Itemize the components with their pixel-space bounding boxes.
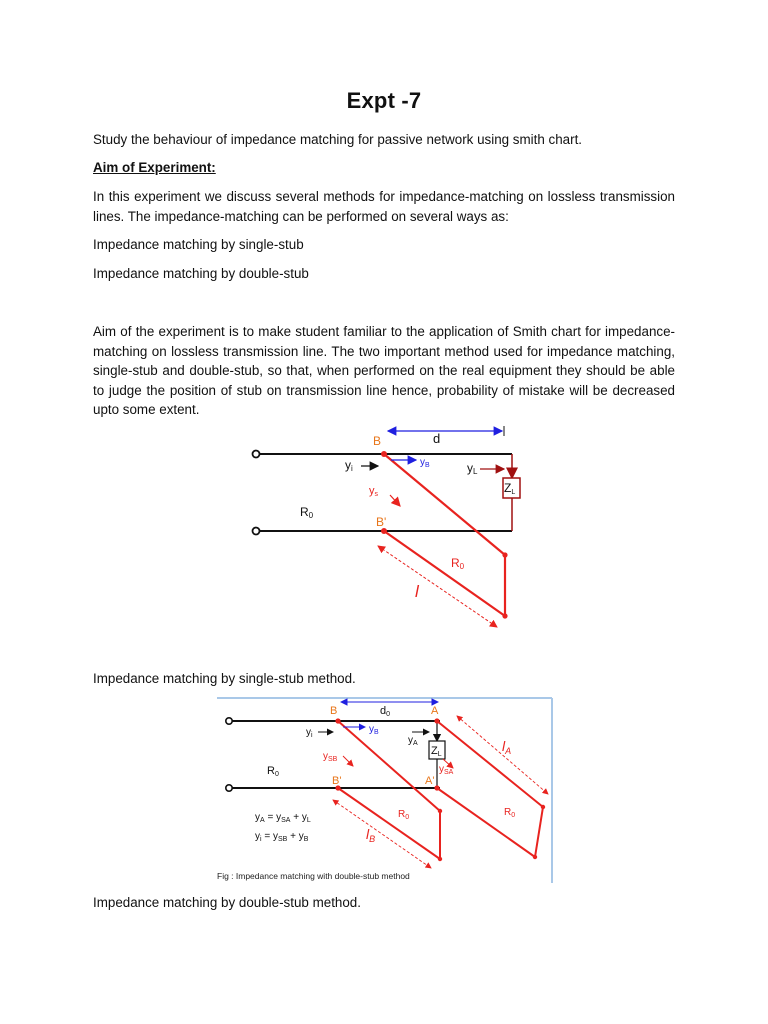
label-Bprime: B' bbox=[376, 515, 387, 529]
stubA-end-top bbox=[541, 805, 545, 809]
double-stub-figure bbox=[215, 697, 555, 884]
label-B: B bbox=[330, 705, 338, 717]
method-single: Impedance matching by single-stub bbox=[93, 237, 304, 252]
label-Bprime: B' bbox=[332, 775, 342, 787]
lA-dimension-arrow bbox=[457, 716, 548, 794]
stubA-top-wire bbox=[437, 721, 543, 807]
label-d: d bbox=[433, 431, 441, 446]
ySA-arrow bbox=[443, 759, 453, 768]
aim-heading: Aim of Experiment: bbox=[93, 160, 216, 175]
stub-bottom-wire bbox=[384, 531, 505, 616]
equation-yi: $y_i = y_{SB} + y_B$ bbox=[255, 831, 309, 843]
caption-double: Impedance matching by double-stub method. bbox=[93, 895, 361, 910]
label-ySA: $y_{SA}$ bbox=[439, 764, 454, 776]
input-terminal-top bbox=[226, 718, 232, 724]
label-yB: $y_B$ bbox=[369, 724, 379, 736]
label-R0: R0 bbox=[300, 505, 314, 520]
label-ZL: ZL bbox=[431, 745, 442, 758]
label-l: l bbox=[415, 582, 419, 601]
node-B bbox=[335, 718, 340, 723]
method-double: Impedance matching by double-stub bbox=[93, 266, 309, 281]
caption-single: Impedance matching by single-stub method. bbox=[93, 671, 356, 686]
label-yL: yL bbox=[467, 461, 478, 476]
stubB-end-top bbox=[438, 809, 442, 813]
stubB-end-bottom bbox=[438, 857, 442, 861]
label-B: B bbox=[373, 434, 382, 448]
ySB-arrow bbox=[343, 756, 353, 766]
equation-yA: $y_A = y_{SA} + y_L$ bbox=[255, 812, 311, 824]
node-Aprime bbox=[434, 785, 439, 790]
stubA-short bbox=[535, 807, 543, 857]
label-d0: d0 bbox=[380, 705, 391, 718]
aim-detail: Aim of the experiment is to make student familiar to the application of Smith chart for impedance-matching on lossless transmission line. The two important method used for impedance matching, single-stub and double-stub, so that, when performed on the real equipment they should be able to judge the position of stub on transmission line hence, probability of mistake will be decreased upto some extent. bbox=[93, 324, 675, 417]
input-terminal-bottom bbox=[253, 528, 260, 535]
label-lA: $l_A$ bbox=[502, 738, 512, 756]
label-yB: $y_B$ bbox=[420, 457, 430, 469]
label-R0-stub: R0 bbox=[451, 556, 465, 571]
label-Aprime: A' bbox=[425, 775, 435, 787]
label-R0: R0 bbox=[267, 765, 279, 778]
label-yA: $y_A$ bbox=[408, 735, 418, 747]
stubA-bottom-wire bbox=[437, 788, 535, 857]
label-ZL: ZL bbox=[504, 481, 516, 496]
single-stub-figure bbox=[240, 420, 530, 635]
l-dimension-arrow bbox=[378, 546, 497, 627]
node-B bbox=[381, 451, 387, 457]
label-ys: ys bbox=[369, 485, 378, 498]
intro-text: Study the behaviour of impedance matching for passive network using smith chart. bbox=[93, 132, 583, 147]
page-title: Expt -7 bbox=[346, 88, 422, 113]
input-terminal-bottom bbox=[226, 785, 232, 791]
label-yi: yi bbox=[345, 458, 353, 473]
label-yi: $y_i$ bbox=[306, 727, 313, 739]
node-A bbox=[434, 718, 439, 723]
lB-dimension-arrow bbox=[333, 800, 431, 868]
figure-caption: Fig : Impedance matching with double-stub method bbox=[217, 871, 410, 881]
label-R0-stubA: $R_0$ bbox=[504, 807, 516, 819]
label-A: A bbox=[431, 705, 439, 717]
stub-end-bottom bbox=[502, 613, 507, 618]
input-terminal-top bbox=[253, 451, 260, 458]
stub-end-top bbox=[502, 552, 507, 557]
label-lB: $l_B$ bbox=[366, 826, 376, 844]
label-R0-stubB: $R_0$ bbox=[398, 809, 410, 821]
aim-paragraph: In this experiment we discuss several methods for impedance-matching on lossless transmission lines. The impedance-matching can be performed on several ways as: bbox=[93, 189, 675, 224]
ys-arrow bbox=[390, 495, 400, 506]
stubA-end-bottom bbox=[533, 855, 537, 859]
label-ySB: $y_{SB}$ bbox=[323, 751, 338, 763]
